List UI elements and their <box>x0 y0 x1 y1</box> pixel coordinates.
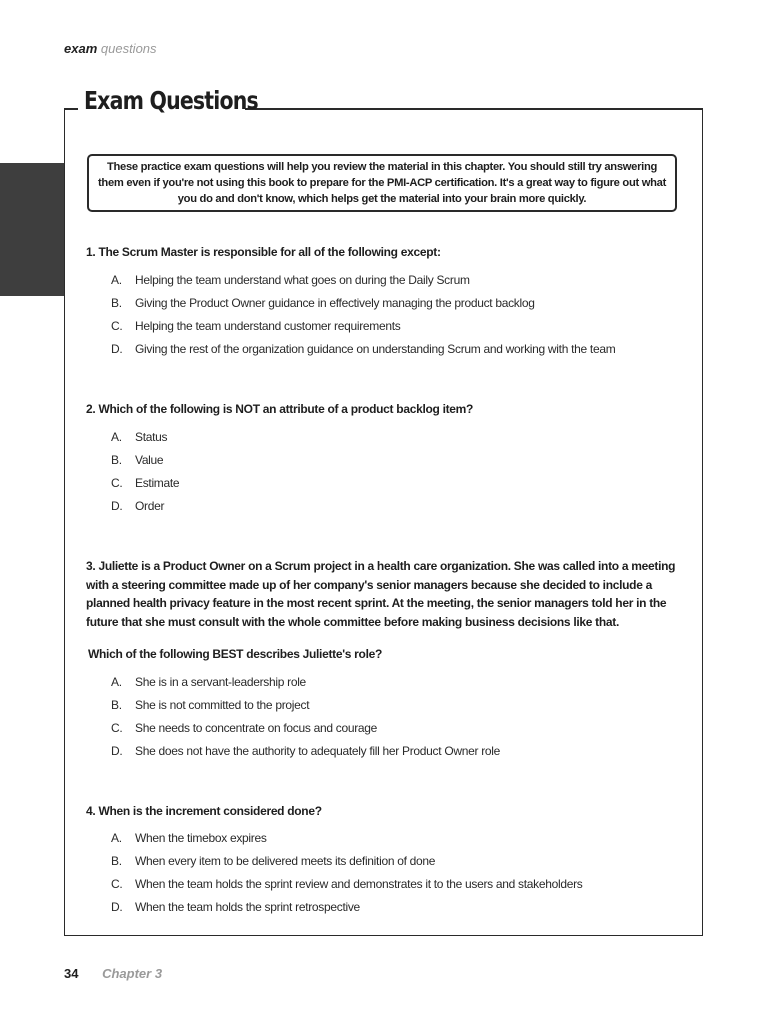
page-footer <box>64 966 162 981</box>
option <box>111 338 615 361</box>
option <box>111 873 583 896</box>
option <box>111 896 583 919</box>
option-letter: D. <box>111 342 123 356</box>
option-letter: D. <box>111 744 123 758</box>
question-4-options <box>111 827 583 919</box>
running-head-section: questions <box>100 41 157 56</box>
option-letter: C. <box>111 877 123 891</box>
option-text: When the timebox expires <box>135 831 267 845</box>
question-2-stem: 2. Which of the following is NOT an attribute of a product backlog item? <box>86 402 474 416</box>
option-text: Status <box>135 430 168 444</box>
option-text: Helping the team understand what goes on during the Daily Scrum <box>135 273 470 287</box>
option-text: Order <box>135 499 165 513</box>
option-text: When the team holds the sprint review and demonstrates it to the users and stakeholders <box>135 877 583 891</box>
option-letter: B. <box>111 854 122 868</box>
option <box>111 449 179 472</box>
question-2-options <box>111 426 179 518</box>
option-letter: D. <box>111 499 123 513</box>
option-letter: B. <box>111 453 122 467</box>
option-letter: B. <box>111 698 122 712</box>
option <box>111 740 500 763</box>
chapter-label: Chapter 3 <box>102 966 163 981</box>
option-text: Value <box>135 453 164 467</box>
option-letter: C. <box>111 721 123 735</box>
page-number: 34 <box>64 966 79 981</box>
option <box>111 472 179 495</box>
option-text: Giving the Product Owner guidance in effectively managing the product backlog <box>135 296 535 310</box>
option-letter: B. <box>111 296 122 310</box>
option-text: Giving the rest of the organization guidance on understanding Scrum and working with the team <box>135 342 616 356</box>
option <box>111 671 500 694</box>
question-3-subquestion: Which of the following BEST describes Juliette's role? <box>88 647 383 661</box>
option-letter: A. <box>111 831 122 845</box>
intro-callout <box>87 154 677 212</box>
option-letter: C. <box>111 319 123 333</box>
question-3-options <box>111 671 500 763</box>
option <box>111 717 500 740</box>
question-4-stem: 4. When is the increment considered done? <box>86 804 322 818</box>
option-letter: A. <box>111 430 122 444</box>
option-text: When the team holds the sprint retrospective <box>135 900 360 914</box>
option-text: Estimate <box>135 476 180 490</box>
option <box>111 495 179 518</box>
option-text: When every item to be delivered meets its definition of done <box>135 854 436 868</box>
question-1-stem: 1. The Scrum Master is responsible for all of the following except: <box>86 245 441 259</box>
option-text: She is in a servant-leadership role <box>135 675 306 689</box>
chapter-side-tab <box>0 163 64 296</box>
option <box>111 315 615 338</box>
option-letter: A. <box>111 675 122 689</box>
option-text: Helping the team understand customer requirements <box>135 319 401 333</box>
question-3-stem: 3. Juliette is a Product Owner on a Scrum project in a health care organization. She was called into a meeting with a steering committee made up of her company's senior managers because she decided to include a planned health privacy feature in the most recent sprint. At the meeting, the senior managers told her in the future that she must consult with the whole committee before making business decisions like that. <box>86 559 676 629</box>
option <box>111 850 583 873</box>
intro-text: These practice exam questions will help you review the material in this chapter. You should still try answering them even if you're not using this book to prepare for the PMI-ACP certification. It's a great way to figure out what you do and don't know, which helps get the material into your brain more quickly. <box>98 161 666 205</box>
title-rule-left <box>64 108 78 110</box>
running-head-label: exam <box>64 41 98 56</box>
option-text: She is not committed to the project <box>135 698 310 712</box>
option <box>111 292 615 315</box>
question-1-options <box>111 269 615 361</box>
option-text: She needs to concentrate on focus and courage <box>135 721 378 735</box>
option <box>111 426 179 449</box>
box-title: Exam Questions <box>84 86 258 115</box>
option-letter: C. <box>111 476 123 490</box>
option-letter: D. <box>111 900 123 914</box>
running-head <box>64 41 157 56</box>
option-letter: A. <box>111 273 122 287</box>
option <box>111 269 615 292</box>
option <box>111 827 583 850</box>
option-text: She does not have the authority to adequately fill her Product Owner role <box>135 744 501 758</box>
title-rule-right <box>245 108 703 110</box>
option <box>111 694 500 717</box>
